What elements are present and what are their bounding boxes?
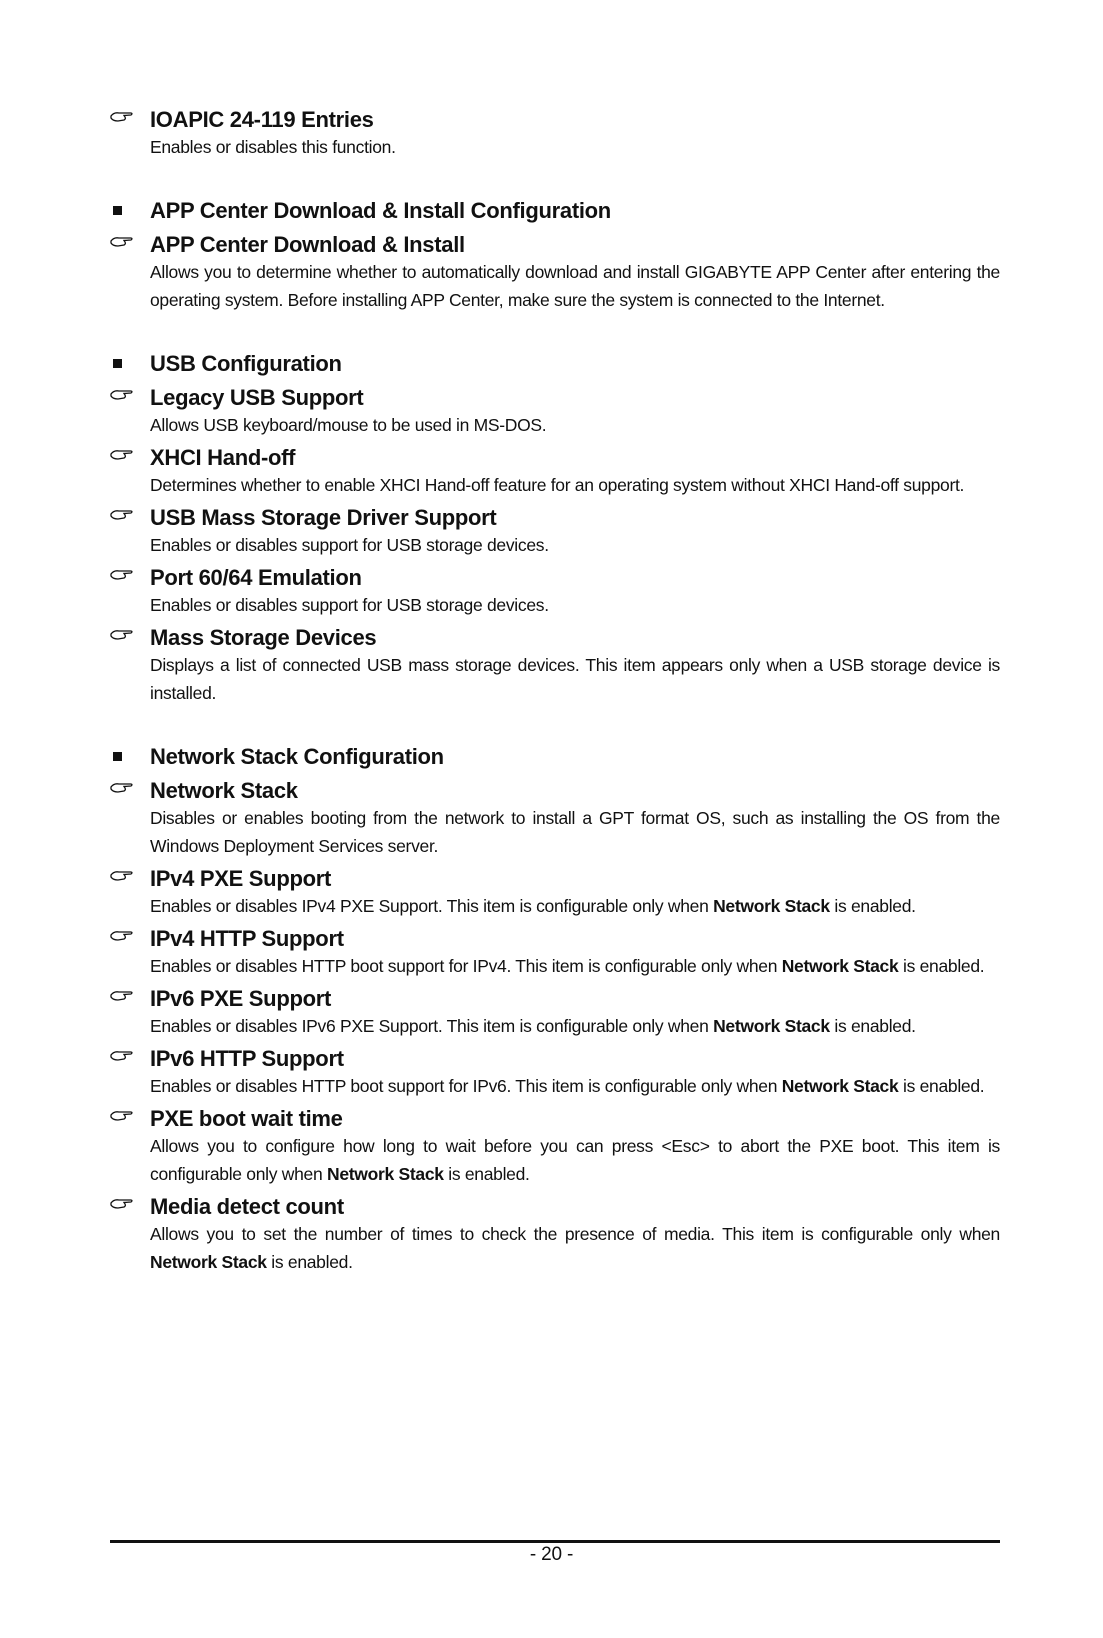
setting-title: USB Mass Storage Driver Support (150, 505, 497, 530)
setting-title: APP Center Download & Install (150, 232, 465, 257)
setting-pxe-boot-wait-time (110, 1105, 1000, 1188)
description-text: Allows you to determine whether to automatically download and install GIGABYTE APP Center after entering the operating system. Before installing APP Center, make sure the system is connected to the Internet. (150, 262, 1000, 310)
description-text: Enables or disables HTTP boot support for IPv4. This item is configurable only when (150, 956, 782, 976)
pointing-hand-icon (110, 568, 134, 582)
setting-mass-storage-devices (110, 624, 1000, 707)
square-bullet-icon (113, 206, 122, 215)
description-text: Enables or disables this function. (150, 137, 396, 157)
setting-description (150, 1132, 1000, 1188)
setting-port-60-64-emulation (110, 564, 1000, 619)
pointing-hand-icon (110, 989, 134, 1003)
pointing-hand-icon (110, 1049, 134, 1063)
setting-ipv4-http-support (110, 925, 1000, 980)
setting-title: XHCI Hand-off (150, 445, 296, 470)
description-text: is enabled. (898, 1076, 985, 1096)
setting-description (150, 651, 1000, 707)
pointing-hand-icon (110, 388, 134, 402)
setting-title: PXE boot wait time (150, 1106, 343, 1131)
setting-description (150, 133, 1000, 161)
emphasis-text: Network Stack (150, 1252, 267, 1272)
pointing-hand-icon (110, 869, 134, 883)
setting-title: IOAPIC 24-119 Entries (150, 107, 374, 132)
setting-title: Media detect count (150, 1194, 344, 1219)
setting-ioapic-24-119-entries (110, 106, 1000, 161)
pointing-hand-icon (110, 1197, 134, 1211)
setting-usb-mass-storage-driver-support (110, 504, 1000, 559)
description-text: Enables or disables support for USB storage devices. (150, 535, 549, 555)
pointing-hand-icon (110, 781, 134, 795)
section-title: USB Configuration (150, 351, 342, 376)
setting-title: IPv6 HTTP Support (150, 1046, 344, 1071)
page-number: - 20 - (529, 1544, 574, 1565)
setting-app-center-download-install (110, 231, 1000, 314)
square-bullet-icon (113, 752, 122, 761)
setting-description (150, 531, 1000, 559)
footer-rule (110, 1540, 1000, 1543)
description-text: Determines whether to enable XHCI Hand-off feature for an operating system without XHCI Hand-off support. (150, 475, 965, 495)
section-network-stack-configuration (110, 743, 1000, 770)
pointing-hand-icon (110, 929, 134, 943)
pointing-hand-icon (110, 508, 134, 522)
emphasis-text: Network Stack (713, 896, 830, 916)
description-text: Allows USB keyboard/mouse to be used in MS-DOS. (150, 415, 547, 435)
setting-network-stack (110, 777, 1000, 860)
setting-description (150, 591, 1000, 619)
section-usb-configuration (110, 350, 1000, 377)
setting-title: Network Stack (150, 778, 298, 803)
description-text: Enables or disables IPv6 PXE Support. This item is configurable only when (150, 1016, 714, 1036)
description-text: is enabled. (898, 956, 985, 976)
description-text: Enables or disables IPv4 PXE Support. This item is configurable only when (150, 896, 714, 916)
setting-title: Mass Storage Devices (150, 625, 377, 650)
setting-ipv6-pxe-support (110, 985, 1000, 1040)
section-title: Network Stack Configuration (150, 744, 444, 769)
pointing-hand-icon (110, 110, 134, 124)
description-text: is enabled. (829, 1016, 916, 1036)
description-text: is enabled. (266, 1252, 353, 1272)
setting-description (150, 952, 1000, 980)
pointing-hand-icon (110, 448, 134, 462)
description-text: Allows you to set the number of times to check the presence of media. This item is configurable only when (150, 1224, 1000, 1244)
description-text: Enables or disables support for USB storage devices. (150, 595, 549, 615)
setting-title: IPv6 PXE Support (150, 986, 332, 1011)
description-text: Disables or enables booting from the network to install a GPT format OS, such as installing the OS from the Windows Deployment Services server. (150, 808, 1000, 856)
page-content (110, 106, 1000, 1276)
setting-legacy-usb-support (110, 384, 1000, 439)
setting-title: IPv4 PXE Support (150, 866, 332, 891)
pointing-hand-icon (110, 628, 134, 642)
description-text: is enabled. (829, 896, 916, 916)
emphasis-text: Network Stack (326, 1164, 444, 1184)
setting-title: IPv4 HTTP Support (150, 926, 344, 951)
setting-ipv4-pxe-support (110, 865, 1000, 920)
setting-title: Legacy USB Support (150, 385, 364, 410)
setting-description (150, 258, 1000, 314)
setting-description (150, 1012, 1000, 1040)
setting-description (150, 471, 1000, 499)
description-text: Allows you to configure how long to wait before you can press <Esc> to abort the PXE boot. This item is configurable only when (150, 1136, 1000, 1184)
emphasis-text: Network Stack (781, 1076, 899, 1096)
setting-title: Port 60/64 Emulation (150, 565, 362, 590)
section-title: APP Center Download & Install Configuration (150, 198, 611, 223)
emphasis-text: Network Stack (781, 956, 899, 976)
setting-xhci-hand-off (110, 444, 1000, 499)
pointing-hand-icon (110, 235, 134, 249)
setting-description (150, 1072, 1000, 1100)
setting-description (150, 1220, 1000, 1276)
setting-ipv6-http-support (110, 1045, 1000, 1100)
square-bullet-icon (113, 359, 122, 368)
description-text: Displays a list of connected USB mass storage devices. This item appears only when a USB storage device is installed. (150, 655, 1000, 703)
emphasis-text: Network Stack (713, 1016, 830, 1036)
setting-media-detect-count (110, 1193, 1000, 1276)
setting-description (150, 411, 1000, 439)
description-text: is enabled. (443, 1164, 530, 1184)
setting-description (150, 892, 1000, 920)
section-app-center-download-install-configuration (110, 197, 1000, 224)
setting-description (150, 804, 1000, 860)
description-text: Enables or disables HTTP boot support for IPv6. This item is configurable only when (150, 1076, 782, 1096)
pointing-hand-icon (110, 1109, 134, 1123)
